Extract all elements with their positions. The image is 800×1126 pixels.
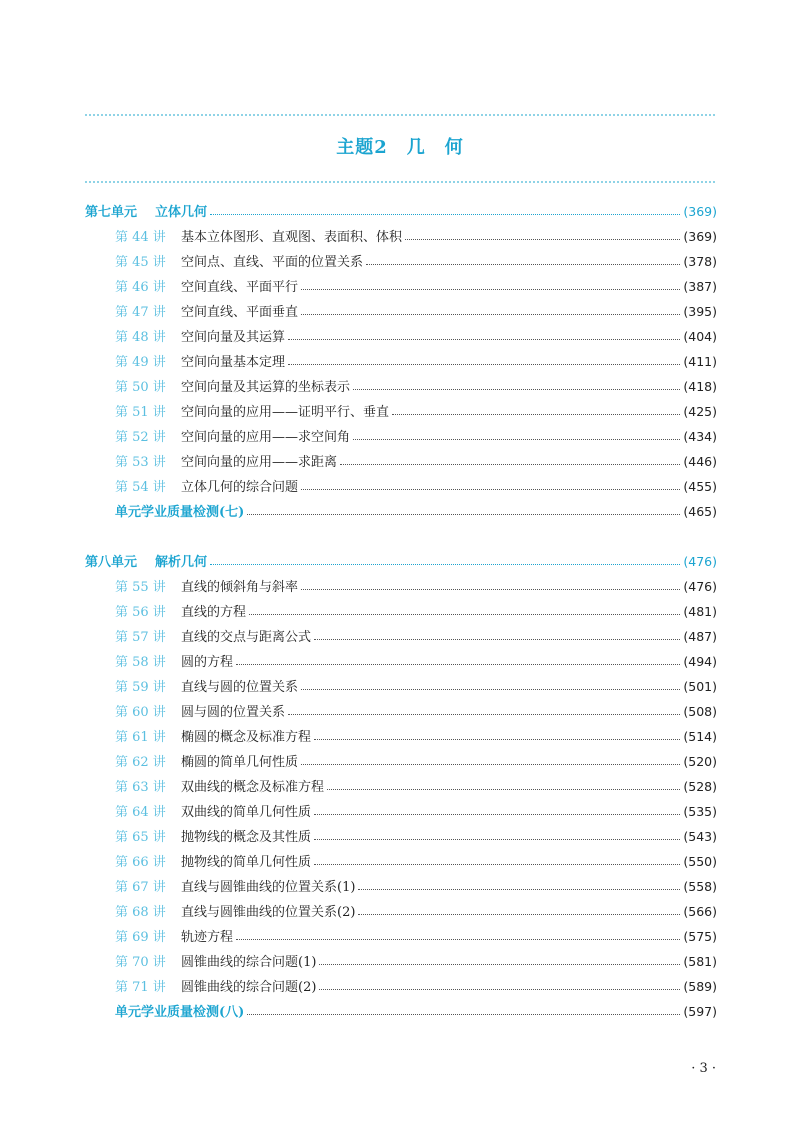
lecture-page: (411) bbox=[683, 354, 717, 369]
lecture-page: (566) bbox=[683, 904, 717, 919]
lecture-entry[interactable] bbox=[85, 274, 717, 299]
lecture-entry[interactable] bbox=[85, 749, 717, 774]
lecture-page: (404) bbox=[683, 329, 717, 344]
lecture-number: 第 62 讲 bbox=[115, 755, 166, 770]
dot-leader bbox=[314, 839, 680, 840]
unit-page: (476) bbox=[683, 554, 717, 569]
lecture-title: 空间向量的应用——证明平行、垂直 bbox=[181, 405, 390, 420]
lecture-entry[interactable] bbox=[85, 899, 717, 924]
lecture-title: 直线的方程 bbox=[181, 605, 247, 620]
dot-leader bbox=[247, 514, 680, 515]
lecture-title: 空间直线、平面垂直 bbox=[181, 305, 299, 320]
lecture-number: 第 53 讲 bbox=[115, 455, 166, 470]
dot-leader bbox=[319, 989, 680, 990]
dot-leader bbox=[210, 214, 680, 215]
lecture-number: 第 45 讲 bbox=[115, 255, 166, 270]
lecture-entry[interactable] bbox=[85, 249, 717, 274]
dot-leader bbox=[288, 364, 680, 365]
lecture-entry[interactable] bbox=[85, 424, 717, 449]
lecture-page: (455) bbox=[683, 479, 717, 494]
dot-leader bbox=[314, 639, 680, 640]
table-of-contents bbox=[85, 199, 717, 1024]
lecture-title: 直线的交点与距离公式 bbox=[181, 630, 312, 645]
lecture-entry[interactable] bbox=[85, 699, 717, 724]
lecture-entry[interactable] bbox=[85, 649, 717, 674]
lecture-title: 轨迹方程 bbox=[181, 930, 234, 945]
lecture-entry[interactable] bbox=[85, 799, 717, 824]
dot-leader bbox=[288, 714, 680, 715]
lecture-entry[interactable] bbox=[85, 599, 717, 624]
lecture-page: (434) bbox=[683, 429, 717, 444]
lecture-title: 空间向量及其运算的坐标表示 bbox=[181, 380, 351, 395]
lecture-number: 第 61 讲 bbox=[115, 730, 166, 745]
dot-leader bbox=[301, 689, 680, 690]
dot-leader bbox=[314, 739, 680, 740]
lecture-page: (543) bbox=[683, 829, 717, 844]
dot-leader bbox=[301, 589, 680, 590]
lecture-page: (425) bbox=[683, 404, 717, 419]
dot-leader bbox=[314, 864, 680, 865]
lecture-page: (446) bbox=[683, 454, 717, 469]
lecture-page: (476) bbox=[683, 579, 717, 594]
lecture-entry[interactable] bbox=[85, 474, 717, 499]
dot-leader bbox=[353, 439, 680, 440]
lecture-entry[interactable] bbox=[85, 224, 717, 249]
lecture-number: 第 46 讲 bbox=[115, 280, 166, 295]
lecture-title: 双曲线的简单几何性质 bbox=[181, 805, 312, 820]
lecture-title: 抛物线的概念及其性质 bbox=[181, 830, 312, 845]
unit-number: 第八单元 bbox=[85, 555, 138, 570]
lecture-title: 直线的倾斜角与斜率 bbox=[181, 580, 299, 595]
lecture-entry[interactable] bbox=[85, 299, 717, 324]
dot-leader bbox=[327, 789, 680, 790]
lecture-title: 基本立体图形、直观图、表面积、体积 bbox=[181, 230, 403, 245]
unit-name: 立体几何 bbox=[155, 205, 208, 220]
lecture-entry[interactable] bbox=[85, 849, 717, 874]
lecture-number: 第 66 讲 bbox=[115, 855, 166, 870]
lecture-title: 空间直线、平面平行 bbox=[181, 280, 299, 295]
lecture-title: 圆锥曲线的综合问题(2) bbox=[181, 980, 317, 995]
lecture-entry[interactable] bbox=[85, 924, 717, 949]
dot-leader bbox=[210, 564, 680, 565]
lecture-number: 第 54 讲 bbox=[115, 480, 166, 495]
dot-leader bbox=[392, 414, 680, 415]
lecture-title: 立体几何的综合问题 bbox=[181, 480, 299, 495]
lecture-number: 第 57 讲 bbox=[115, 630, 166, 645]
lecture-entry[interactable] bbox=[85, 724, 717, 749]
dot-leader bbox=[301, 314, 680, 315]
lecture-title: 抛物线的简单几何性质 bbox=[181, 855, 312, 870]
lecture-title: 直线与圆的位置关系 bbox=[181, 680, 299, 695]
lecture-page: (514) bbox=[683, 729, 717, 744]
dot-leader bbox=[249, 614, 680, 615]
lecture-title: 圆锥曲线的综合问题(1) bbox=[181, 955, 317, 970]
dot-leader bbox=[301, 489, 680, 490]
lecture-number: 第 44 讲 bbox=[115, 230, 166, 245]
dot-leader bbox=[314, 814, 680, 815]
lecture-page: (528) bbox=[683, 779, 717, 794]
lecture-title: 直线与圆锥曲线的位置关系(1) bbox=[181, 880, 356, 895]
lecture-number: 第 55 讲 bbox=[115, 580, 166, 595]
top-dotted-rule bbox=[85, 114, 715, 116]
unit-quality-check[interactable] bbox=[85, 999, 717, 1024]
lecture-entry[interactable] bbox=[85, 624, 717, 649]
lecture-entry[interactable] bbox=[85, 824, 717, 849]
lecture-title: 空间点、直线、平面的位置关系 bbox=[181, 255, 364, 270]
lecture-title: 空间向量基本定理 bbox=[181, 355, 286, 370]
lecture-page: (487) bbox=[683, 629, 717, 644]
unit-heading[interactable] bbox=[85, 199, 717, 224]
lecture-number: 第 50 讲 bbox=[115, 380, 166, 395]
lecture-page: (387) bbox=[683, 279, 717, 294]
lecture-page: (581) bbox=[683, 954, 717, 969]
lecture-page: (418) bbox=[683, 379, 717, 394]
lecture-entry[interactable] bbox=[85, 949, 717, 974]
dot-leader bbox=[236, 939, 680, 940]
lecture-page: (535) bbox=[683, 804, 717, 819]
lecture-title: 直线与圆锥曲线的位置关系(2) bbox=[181, 905, 356, 920]
lecture-page: (589) bbox=[683, 979, 717, 994]
unit-heading[interactable] bbox=[85, 549, 717, 574]
dot-leader bbox=[301, 289, 680, 290]
lecture-title: 空间向量的应用——求空间角 bbox=[181, 430, 351, 445]
lecture-page: (494) bbox=[683, 654, 717, 669]
lecture-page: (550) bbox=[683, 854, 717, 869]
dot-leader bbox=[353, 389, 680, 390]
dot-leader bbox=[247, 1014, 680, 1015]
lecture-page: (501) bbox=[683, 679, 717, 694]
dot-leader bbox=[319, 964, 680, 965]
unit-quality-check[interactable] bbox=[85, 499, 717, 524]
lecture-title: 圆的方程 bbox=[181, 655, 234, 670]
check-page: (465) bbox=[683, 504, 717, 519]
lecture-number: 第 48 讲 bbox=[115, 330, 166, 345]
lecture-number: 第 70 讲 bbox=[115, 955, 166, 970]
check-title: 单元学业质量检测(八) bbox=[115, 1005, 245, 1020]
lecture-number: 第 63 讲 bbox=[115, 780, 166, 795]
lecture-entry[interactable] bbox=[85, 874, 717, 899]
dot-leader bbox=[340, 464, 680, 465]
lecture-number: 第 59 讲 bbox=[115, 680, 166, 695]
lecture-number: 第 47 讲 bbox=[115, 305, 166, 320]
dot-leader bbox=[366, 264, 680, 265]
page-number: · 3 · bbox=[691, 1061, 716, 1076]
lecture-number: 第 49 讲 bbox=[115, 355, 166, 370]
lecture-entry[interactable] bbox=[85, 374, 717, 399]
lecture-page: (558) bbox=[683, 879, 717, 894]
lecture-entry[interactable] bbox=[85, 574, 717, 599]
lecture-page: (508) bbox=[683, 704, 717, 719]
lecture-entry[interactable] bbox=[85, 674, 717, 699]
lecture-page: (520) bbox=[683, 754, 717, 769]
lecture-page: (395) bbox=[683, 304, 717, 319]
lecture-number: 第 67 讲 bbox=[115, 880, 166, 895]
lecture-entry[interactable] bbox=[85, 349, 717, 374]
lecture-title: 椭圆的简单几何性质 bbox=[181, 755, 299, 770]
lecture-number: 第 68 讲 bbox=[115, 905, 166, 920]
lecture-number: 第 71 讲 bbox=[115, 980, 166, 995]
dot-leader bbox=[301, 764, 680, 765]
check-page: (597) bbox=[683, 1004, 717, 1019]
lecture-number: 第 69 讲 bbox=[115, 930, 166, 945]
unit-name: 解析几何 bbox=[155, 555, 208, 570]
lecture-number: 第 51 讲 bbox=[115, 405, 166, 420]
lecture-entry[interactable] bbox=[85, 774, 717, 799]
lecture-number: 第 64 讲 bbox=[115, 805, 166, 820]
lecture-number: 第 60 讲 bbox=[115, 705, 166, 720]
dot-leader bbox=[358, 914, 680, 915]
bottom-dotted-rule bbox=[85, 181, 715, 183]
lecture-title: 空间向量的应用——求距离 bbox=[181, 455, 338, 470]
lecture-entry[interactable] bbox=[85, 449, 717, 474]
dot-leader bbox=[236, 664, 680, 665]
check-title: 单元学业质量检测(七) bbox=[115, 505, 245, 520]
lecture-number: 第 56 讲 bbox=[115, 605, 166, 620]
lecture-number: 第 58 讲 bbox=[115, 655, 166, 670]
lecture-entry[interactable] bbox=[85, 399, 717, 424]
unit-number: 第七单元 bbox=[85, 205, 138, 220]
lecture-page: (369) bbox=[683, 229, 717, 244]
lecture-number: 第 52 讲 bbox=[115, 430, 166, 445]
unit-page: (369) bbox=[683, 204, 717, 219]
lecture-entry[interactable] bbox=[85, 974, 717, 999]
lecture-page: (378) bbox=[683, 254, 717, 269]
lecture-title: 空间向量及其运算 bbox=[181, 330, 286, 345]
lecture-number: 第 65 讲 bbox=[115, 830, 166, 845]
lecture-title: 圆与圆的位置关系 bbox=[181, 705, 286, 720]
dot-leader bbox=[405, 239, 680, 240]
unit-gap bbox=[85, 524, 717, 549]
lecture-page: (575) bbox=[683, 929, 717, 944]
lecture-entry[interactable] bbox=[85, 324, 717, 349]
lecture-title: 椭圆的概念及标准方程 bbox=[181, 730, 312, 745]
dot-leader bbox=[358, 889, 680, 890]
topic-title: 主题2 几 何 bbox=[336, 137, 464, 158]
lecture-title: 双曲线的概念及标准方程 bbox=[181, 780, 325, 795]
lecture-page: (481) bbox=[683, 604, 717, 619]
dot-leader bbox=[288, 339, 680, 340]
